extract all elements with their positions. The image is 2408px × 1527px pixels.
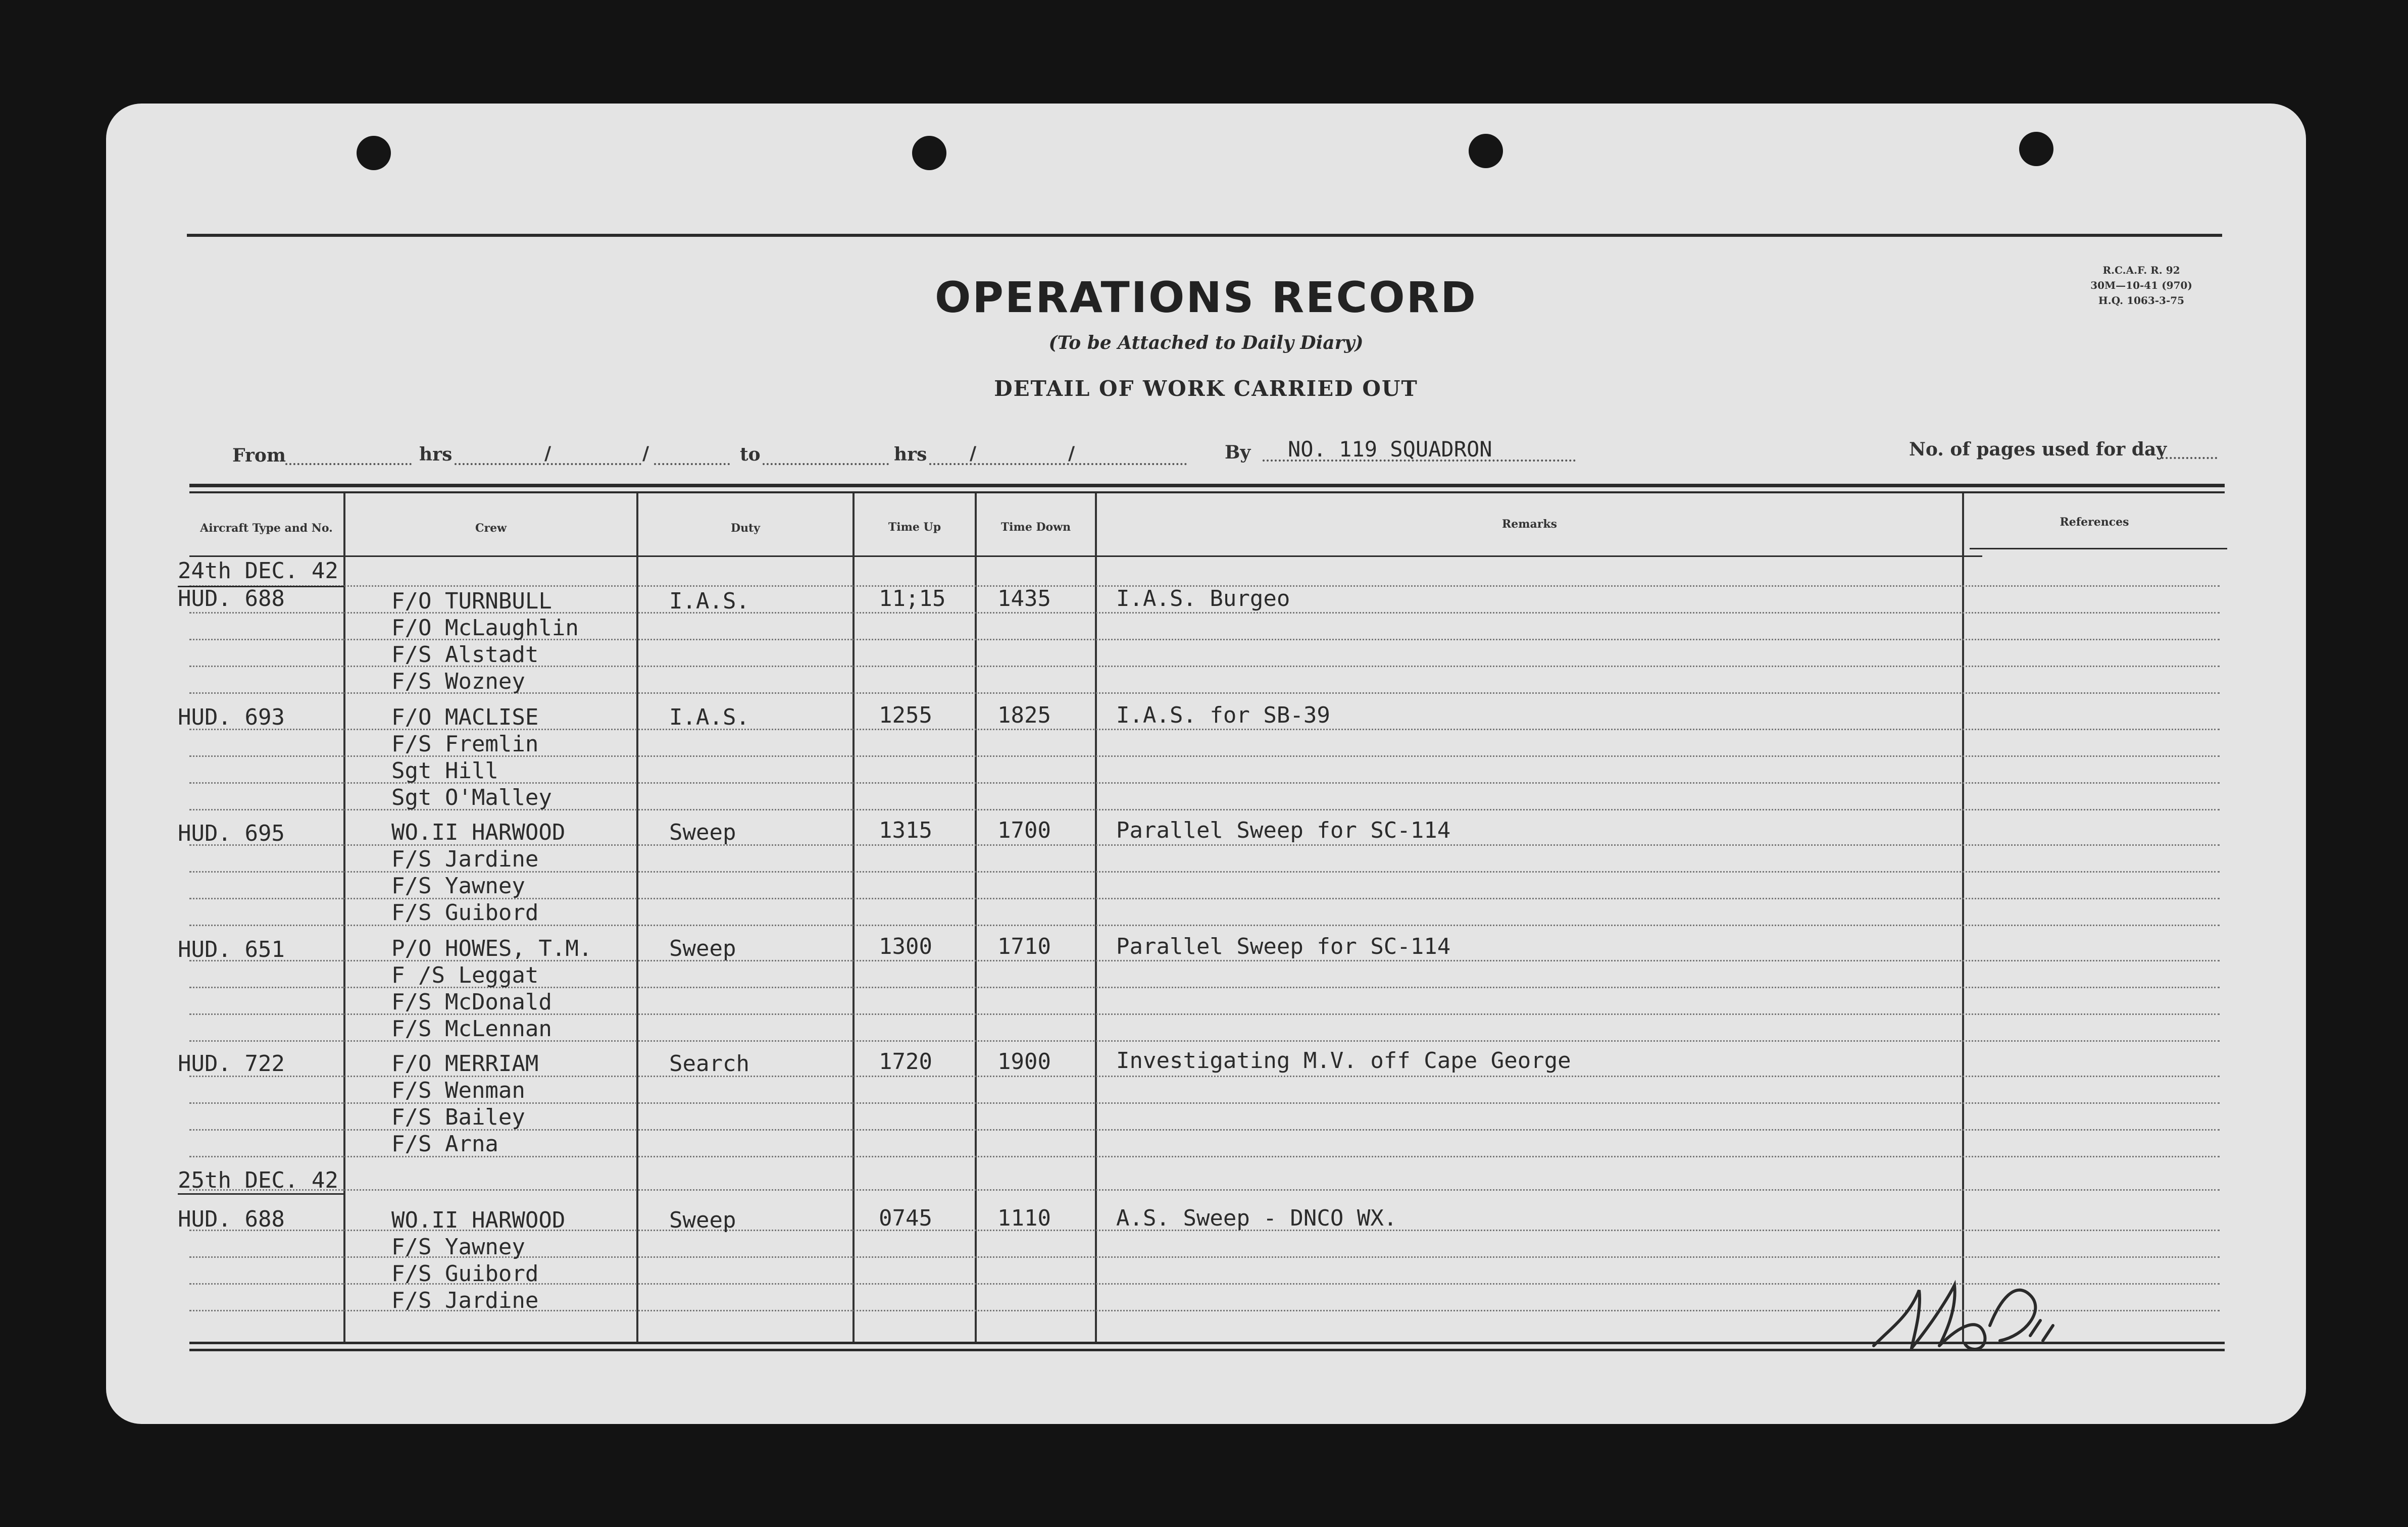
to-label: to <box>740 444 761 465</box>
form-ref-line: 30M—10-41 (970) <box>2090 279 2192 291</box>
punch-hole <box>2019 132 2053 166</box>
crew-cell: F /S Leggat <box>391 962 539 988</box>
header-rule <box>189 555 1982 557</box>
crew-cell: F/S Yawney <box>391 873 525 899</box>
section-heading: DETAIL OF WORK CARRIED OUT <box>994 376 1418 401</box>
remarks-cell: A.S. Sweep - DNCO WX. <box>1116 1205 1397 1231</box>
handwritten-initials <box>1864 1260 2076 1361</box>
aircraft-cell: HUD. 695 <box>178 821 285 846</box>
crew-cell: WO.II HARWOOD <box>391 1207 566 1233</box>
crew-cell: F/O TURNBULL <box>391 588 552 614</box>
crew-cell: P/O HOWES, T.M. <box>391 936 592 961</box>
aircraft-cell: HUD. 651 <box>178 937 285 962</box>
column-divider <box>636 493 638 1342</box>
from-field <box>285 463 412 465</box>
time-down-cell: 1825 <box>997 702 1051 728</box>
date-field <box>654 463 730 465</box>
punch-hole <box>1469 134 1503 168</box>
top-rule <box>187 234 2222 237</box>
remarks-cell: Parallel Sweep for SC-114 <box>1116 934 1451 959</box>
aircraft-cell: HUD. 693 <box>178 704 285 730</box>
time-down-cell: 1110 <box>997 1205 1051 1231</box>
aircraft-cell: HUD. 688 <box>178 1206 285 1232</box>
page-subtitle: (To be Attached to Daily Diary) <box>1048 332 1364 353</box>
crew-cell: F/S Guibord <box>391 900 539 926</box>
remarks-cell: I.A.S. Burgeo <box>1116 586 1290 612</box>
column-divider <box>975 493 977 1342</box>
pages-label: No. of pages used for day <box>1909 439 2167 460</box>
crew-cell: F/S Fremlin <box>391 731 539 757</box>
slash: / <box>544 443 551 464</box>
page-title: OPERATIONS RECORD <box>934 273 1478 322</box>
crew-cell: F/S Arna <box>391 1131 498 1157</box>
time-up-cell: 1315 <box>879 818 932 843</box>
slash: / <box>642 443 649 464</box>
duty-cell: Sweep <box>669 936 736 961</box>
header-references: References <box>2060 516 2129 529</box>
by-field <box>1263 460 1576 462</box>
record-card <box>106 104 2306 1424</box>
to-field <box>763 463 889 465</box>
hrs-label: hrs <box>419 444 453 465</box>
crew-cell: Sgt Hill <box>391 758 498 784</box>
column-divider <box>1962 493 1964 1342</box>
crew-cell: F/S Guibord <box>391 1261 539 1287</box>
crew-cell: F/S Alstadt <box>391 642 539 668</box>
by-label: By <box>1225 442 1251 463</box>
header-time-up: Time Up <box>888 521 941 534</box>
column-divider <box>1095 493 1097 1342</box>
slash: / <box>970 443 977 464</box>
crew-cell: F/O MACLISE <box>391 704 539 730</box>
crew-cell: F/S Wozney <box>391 669 525 694</box>
slash: / <box>1068 443 1075 464</box>
time-up-cell: 1300 <box>879 934 932 959</box>
duty-cell: Sweep <box>669 820 736 845</box>
date-heading: 25th DEC. 42 <box>178 1167 338 1193</box>
remarks-cell: Parallel Sweep for SC-114 <box>1116 818 1451 843</box>
aircraft-cell: HUD. 688 <box>178 586 285 612</box>
date-heading: 24th DEC. 42 <box>178 558 338 584</box>
header-crew: Crew <box>475 522 507 535</box>
header-remarks: Remarks <box>1501 518 1558 531</box>
date-field <box>929 463 1187 465</box>
crew-cell: WO.II HARWOOD <box>391 820 566 845</box>
header-duty: Duty <box>730 522 761 535</box>
header-time-down: Time Down <box>1000 521 1071 534</box>
time-down-cell: 1710 <box>997 934 1051 959</box>
time-up-cell: 0745 <box>879 1205 932 1231</box>
crew-cell: F/S McDonald <box>391 989 552 1015</box>
crew-cell: F/S Bailey <box>391 1104 525 1130</box>
form-ref-line: H.Q. 1063-3-75 <box>2098 294 2185 307</box>
header-rule <box>1970 548 2227 549</box>
hrs-label: hrs <box>894 444 927 465</box>
aircraft-cell: HUD. 722 <box>178 1051 285 1077</box>
crew-cell: F/O MERRIAM <box>391 1051 539 1077</box>
crew-cell: F/S McLennan <box>391 1016 552 1042</box>
time-down-cell: 1900 <box>997 1049 1051 1075</box>
crew-cell: Sgt O'Malley <box>391 785 552 810</box>
crew-cell: F/S Jardine <box>391 1288 539 1313</box>
time-up-cell: 1255 <box>879 702 932 728</box>
punch-hole <box>912 136 946 170</box>
crew-cell: F/S Wenman <box>391 1078 525 1103</box>
duty-cell: Sweep <box>669 1207 736 1233</box>
form-ref-line: R.C.A.F. R. 92 <box>2102 264 2180 276</box>
from-label: From <box>232 445 286 466</box>
remarks-cell: Investigating M.V. off Cape George <box>1116 1048 1571 1074</box>
remarks-cell: I.A.S. for SB-39 <box>1116 702 1330 728</box>
pages-field <box>2162 457 2217 459</box>
time-down-cell: 1435 <box>997 586 1051 612</box>
crew-cell: F/S Jardine <box>391 846 539 872</box>
table-top-rule <box>189 484 2225 487</box>
header-aircraft: Aircraft Type and No. <box>200 522 333 535</box>
time-up-cell: 11;15 <box>879 586 946 612</box>
squadron-value: NO. 119 SQUADRON <box>1288 437 1492 462</box>
column-divider <box>343 493 345 1342</box>
duty-cell: Search <box>669 1051 749 1077</box>
crew-cell: F/S Yawney <box>391 1234 525 1260</box>
column-divider <box>852 493 855 1342</box>
table-top-rule-2 <box>189 491 2225 493</box>
punch-hole <box>357 136 391 170</box>
time-up-cell: 1720 <box>879 1049 932 1075</box>
crew-cell: F/O McLaughlin <box>391 615 579 641</box>
date-underline <box>178 1193 344 1195</box>
duty-cell: I.A.S. <box>669 588 749 614</box>
duty-cell: I.A.S. <box>669 704 749 730</box>
time-down-cell: 1700 <box>997 818 1051 843</box>
